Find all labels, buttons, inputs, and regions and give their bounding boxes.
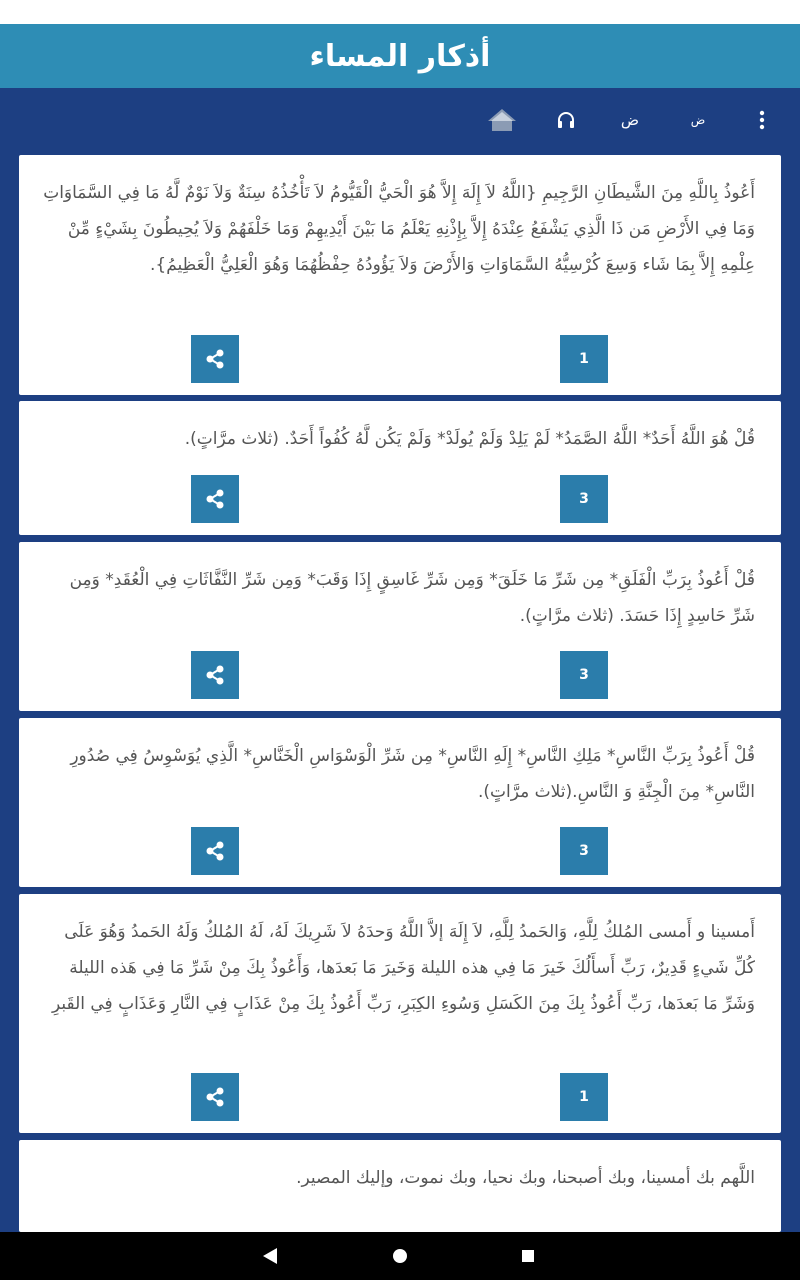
share-button[interactable] (191, 475, 239, 523)
menu-button[interactable] (734, 88, 790, 152)
font-larger-button[interactable] (602, 88, 658, 152)
share-icon (204, 664, 226, 686)
headphones-icon (556, 110, 576, 130)
font-larger-label: ض (620, 111, 640, 129)
font-smaller-label: ض (690, 113, 706, 127)
counter-button[interactable]: 1 (560, 335, 608, 383)
zikr-card (19, 542, 781, 711)
azkar-list[interactable] (0, 152, 800, 1232)
more-vert-icon (759, 110, 765, 130)
page-title (0, 24, 800, 88)
zikr-text: قُلْ أَعُوذُ بِرَبِّ النَّاسِ* مَلِكِ النَّاسِ* إِلَهِ النَّاسِ* مِن شَرِّ الْوَسْوَاسِ الْخَنَّاسِ* الَّذِي يُوَسْوِسُ فِي صُدُورِ النَّاسِ* مِنَ الْجِنَّةِ وَ النَّاسِ.(ثلاث مرَّاتٍ). (70, 746, 755, 802)
home-circle-icon (392, 1248, 408, 1264)
page-title-text: أذكار المساء (309, 38, 491, 74)
share-button[interactable] (191, 651, 239, 699)
recents-square-icon (521, 1249, 535, 1263)
zikr-text: قُلْ هُوَ اللَّهُ أَحَدٌ* اللَّهُ الصَّمَدُ* لَمْ يَلِدْ وَلَمْ يُولَدْ* وَلَمْ يَكُن لَّهُ كُفُواً أَحَدٌ. (ثلاث مرَّاتٍ). (184, 429, 755, 449)
zikr-card (19, 1140, 781, 1232)
share-button[interactable] (191, 1073, 239, 1121)
counter-button[interactable]: 1 (560, 1073, 608, 1121)
nav-home-button[interactable] (370, 1232, 430, 1280)
status-bar (0, 0, 800, 24)
zikr-card (19, 155, 781, 395)
zikr-text: أَمسينا و أَمسى المُلكُ لِلَّهِ، وَالحَمدُ لِلَّهِ، لاَ إِلَهَ إلاَّ اللَّهُ وَحدَهُ لاَ شَرِيكَ لَهُ، لَهُ المُلكُ وَلَهُ الحَمدُ وَهُوَ عَلَى كُلِّ شَيءٍ قَدِيرٌ، رَبِّ أَسأَلُكَ خَيرَ مَا فِي هذه الليلة وَخَيرَ مَا بَعدَها، وَأَعُوذُ بِكَ مِنْ شَرِّ مَا فِي هَذه الليلة وَشَرِّ مَا بَعدَها، رَبِّ أَعُوذُ بِكَ مِنَ الكَسَلِ وَسُوءِ الكِبَرِ، رَبِّ أَعُوذُ بِكَ مِنْ عَذَابٍ فِي النَّارِ وَعَذَابٍ فِي القَبرِ (51, 922, 755, 1014)
back-triangle-icon (262, 1247, 278, 1265)
home-button[interactable] (474, 88, 530, 152)
system-nav-bar (0, 1232, 800, 1280)
counter-button[interactable]: 3 (560, 651, 608, 699)
zikr-card (19, 894, 781, 1133)
audio-button[interactable] (538, 88, 594, 152)
share-icon (204, 488, 226, 510)
share-button[interactable] (191, 827, 239, 875)
share-icon (204, 348, 226, 370)
zikr-card (19, 718, 781, 887)
share-icon (204, 840, 226, 862)
zikr-text: اللَّهم بك أمسينا، وبك أصبحنا، وبك نحيا، وبك نموت، وإليك المصير. (296, 1168, 755, 1188)
counter-button[interactable]: 3 (560, 827, 608, 875)
font-smaller-button[interactable] (670, 88, 726, 152)
nav-recents-button[interactable] (498, 1232, 558, 1280)
zikr-text: أَعُوذُ بِاللَّهِ مِنَ الشَّيطَانِ الرَّجِيمِ {اللَّهُ لاَ إِلَهَ إِلاَّ هُوَ الْحَيُّ الْقَيُّومُ لاَ تَأْخُذُهُ سِنَةٌ وَلاَ نَوْمٌ لَّهُ مَا فِي السَّمَاوَاتِ وَمَا فِي الأَرْضِ مَن ذَا الَّذِي يَشْفَعُ عِنْدَهُ إِلاَّ بِإِذْنِهِ يَعْلَمُ مَا بَيْنَ أَيْدِيهِمْ وَمَا خَلْفَهُمْ وَلاَ يُحِيطُونَ بِشَيْءٍ مِّنْ عِلْمِهِ إِلاَّ بِمَا شَاء وَسِعَ كُرْسِيُّهُ السَّمَاوَاتِ وَالأَرْضَ وَلاَ يَؤُودُهُ حِفْظُهُمَا وَهُوَ الْعَلِيُّ الْعَظِيمُ}. (43, 183, 755, 275)
zikr-text: قُلْ أَعُوذُ بِرَبِّ الْفَلَقِ* مِن شَرِّ مَا خَلَقَ* وَمِن شَرِّ غَاسِقٍ إِذَا وَقَبَ* وَمِن شَرِّ النَّفَّاثَاتِ فِي الْعُقَدِ* وَمِن شَرِّ حَاسِدٍ إِذَا حَسَدَ. (ثلاث مرَّاتٍ). (69, 570, 755, 626)
share-icon (204, 1086, 226, 1108)
home-icon (487, 108, 517, 132)
counter-button[interactable]: 3 (560, 475, 608, 523)
nav-back-button[interactable] (240, 1232, 300, 1280)
share-button[interactable] (191, 335, 239, 383)
zikr-card (19, 401, 781, 535)
toolbar (0, 88, 800, 152)
